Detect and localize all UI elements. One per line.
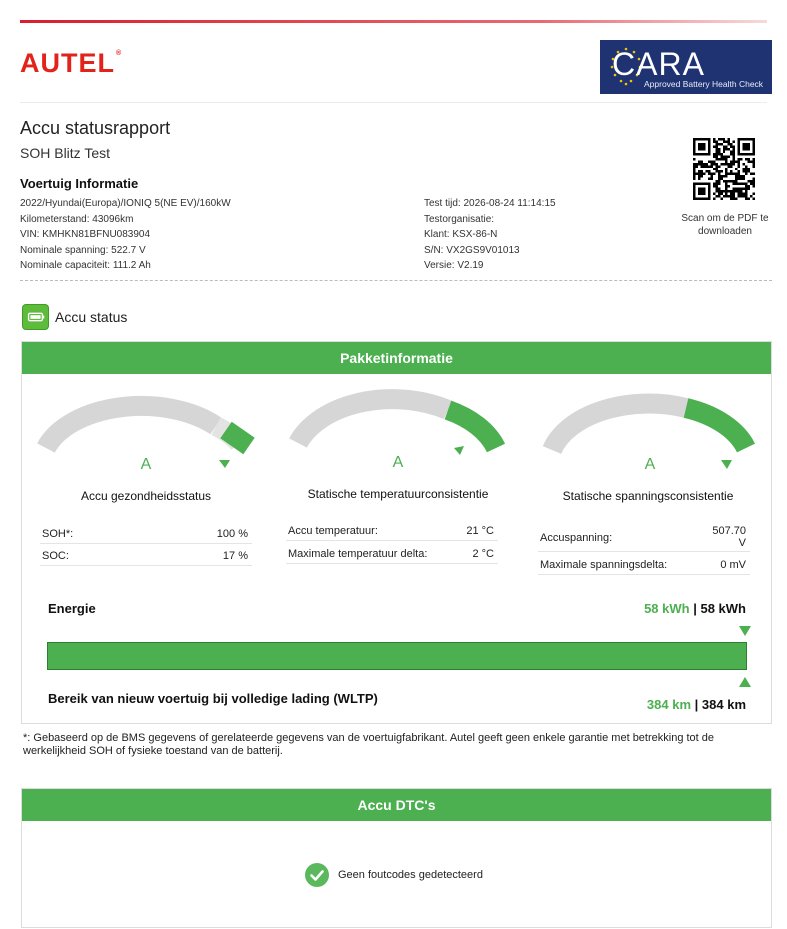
voltage-gauge-pointer: [721, 460, 732, 469]
temperature-grade: A: [392, 454, 404, 471]
no-dtc-message: Geen foutcodes gedetecteerd: [338, 869, 483, 881]
voltage-gauge: [538, 388, 758, 476]
report-subtitle: SOH Blitz Test: [20, 145, 110, 161]
range-label: Bereik van nieuw voertuig bij volledige lading (WLTP): [48, 691, 378, 706]
energy-original: 58 kWh: [700, 601, 746, 616]
temperature-gauge-track: [298, 399, 448, 443]
table-row: [40, 522, 252, 544]
packet-info-header: Pakketinformatie: [22, 342, 771, 374]
check-icon: [305, 863, 329, 887]
vehicle-info-left: [20, 196, 231, 274]
metric-value: 100 %: [216, 528, 248, 540]
dtc-header: Accu DTC's: [22, 789, 771, 821]
qr-caption: Scan om de PDF te downloaden: [681, 213, 769, 237]
energy-bar: [47, 642, 747, 670]
temperature-gauge-title: Statische temperatuurconsistentie: [307, 487, 489, 501]
range-current: 384 km: [646, 697, 692, 712]
energy-value: [644, 601, 746, 616]
energy-label: Energie: [48, 601, 96, 616]
battery-status-label: Accu status: [55, 309, 128, 325]
vehicle-odometer: Kilometerstand: 43096km: [20, 213, 134, 225]
health-gauge-title: Accu gezondheidsstatus: [80, 489, 212, 503]
test-organisation: Testorganisatie:: [424, 213, 495, 225]
metric-label: SOH*:: [42, 528, 74, 540]
range-original: 384 km: [701, 697, 746, 712]
voltage-metrics-table: [538, 522, 750, 575]
health-gauge: [36, 388, 256, 476]
range-separator: |: [694, 697, 699, 712]
voltage-gauge-title: Statische spanningsconsistentie: [562, 489, 734, 503]
section-divider: [20, 280, 772, 281]
temperature-gauge-fill: [448, 410, 496, 448]
cara-badge: [600, 40, 772, 94]
vehicle-info-heading: Voertuig Informatie: [20, 176, 139, 191]
range-value: [647, 697, 746, 712]
report-title: Accu statusrapport: [20, 118, 171, 138]
header-divider: [20, 102, 767, 103]
metric-label: Maximale spanningsdelta:: [540, 559, 668, 571]
metric-label: SOC:: [42, 550, 69, 562]
metric-value: 507.70 V: [712, 525, 746, 549]
voltage-gauge-fill: [686, 408, 746, 448]
energy-current: 58 kWh: [644, 601, 690, 616]
version: Versie: V2.19: [424, 260, 484, 271]
voltage-grade: A: [644, 456, 656, 473]
vehicle-vin: VIN: KMHKN81BFNU083904: [20, 229, 151, 240]
vehicle-info-right: [424, 196, 556, 274]
battery-status-icon: [22, 304, 49, 330]
health-metrics-table: [40, 522, 252, 566]
health-gauge-pointer: [219, 460, 230, 468]
qr-code[interactable]: [693, 138, 755, 200]
temperature-gauge: [288, 388, 508, 476]
metric-label: Maximale temperatuur delta:: [288, 548, 428, 560]
energy-marker-icon: [739, 626, 751, 636]
test-time: Test tijd: 2026-08-24 11:14:15: [424, 198, 556, 209]
health-gauge-fill: [226, 430, 249, 446]
autel-logo: AUTEL®: [20, 48, 123, 78]
metric-value: 0 mV: [720, 559, 746, 571]
serial-number: S/N: VX2GS9V01013: [424, 244, 520, 256]
table-row: [286, 519, 498, 541]
metric-value: 21 °C: [466, 525, 494, 537]
voltage-gauge-track: [552, 404, 686, 450]
energy-bar-fill: [48, 643, 746, 669]
table-row: [538, 522, 750, 552]
temperature-gauge-pointer: [454, 446, 464, 455]
header-accent-line: [20, 20, 767, 23]
vehicle-nominal-voltage: Nominale spanning: 522.7 V: [20, 244, 146, 256]
vehicle-nominal-capacity: Nominale capaciteit: 111.2 Ah: [20, 260, 151, 271]
footnote: *: Gebaseerd op de BMS gegevens of gerelateerde gegevens van de voertuigfabrikant. Autel geeft geen enkele garantie met betrekking tot de werkelijkheid SOH of fysieke toestand van de batterij.: [23, 732, 715, 757]
metric-label: Accu temperatuur:: [288, 525, 378, 537]
energy-separator: |: [693, 601, 697, 616]
vehicle-model: 2022/Hyundai(Europa)/IONIQ 5(NE EV)/160kW: [20, 198, 231, 209]
customer: Klant: KSX-86-N: [424, 229, 498, 240]
table-row: [40, 544, 252, 566]
cara-subtitle: Approved Battery Health Check: [644, 79, 764, 89]
cara-title: CARA: [612, 46, 705, 82]
temperature-metrics-table: [286, 519, 498, 564]
health-grade: A: [140, 456, 152, 473]
metric-value: 2 °C: [472, 548, 494, 560]
table-row: [538, 552, 750, 575]
metric-value: 17 %: [222, 550, 248, 562]
metric-label: Accuspanning:: [540, 532, 613, 544]
dtc-panel: [21, 788, 772, 928]
table-row: [286, 541, 498, 564]
range-marker-icon: [739, 677, 751, 687]
health-gauge-track: [46, 406, 216, 448]
